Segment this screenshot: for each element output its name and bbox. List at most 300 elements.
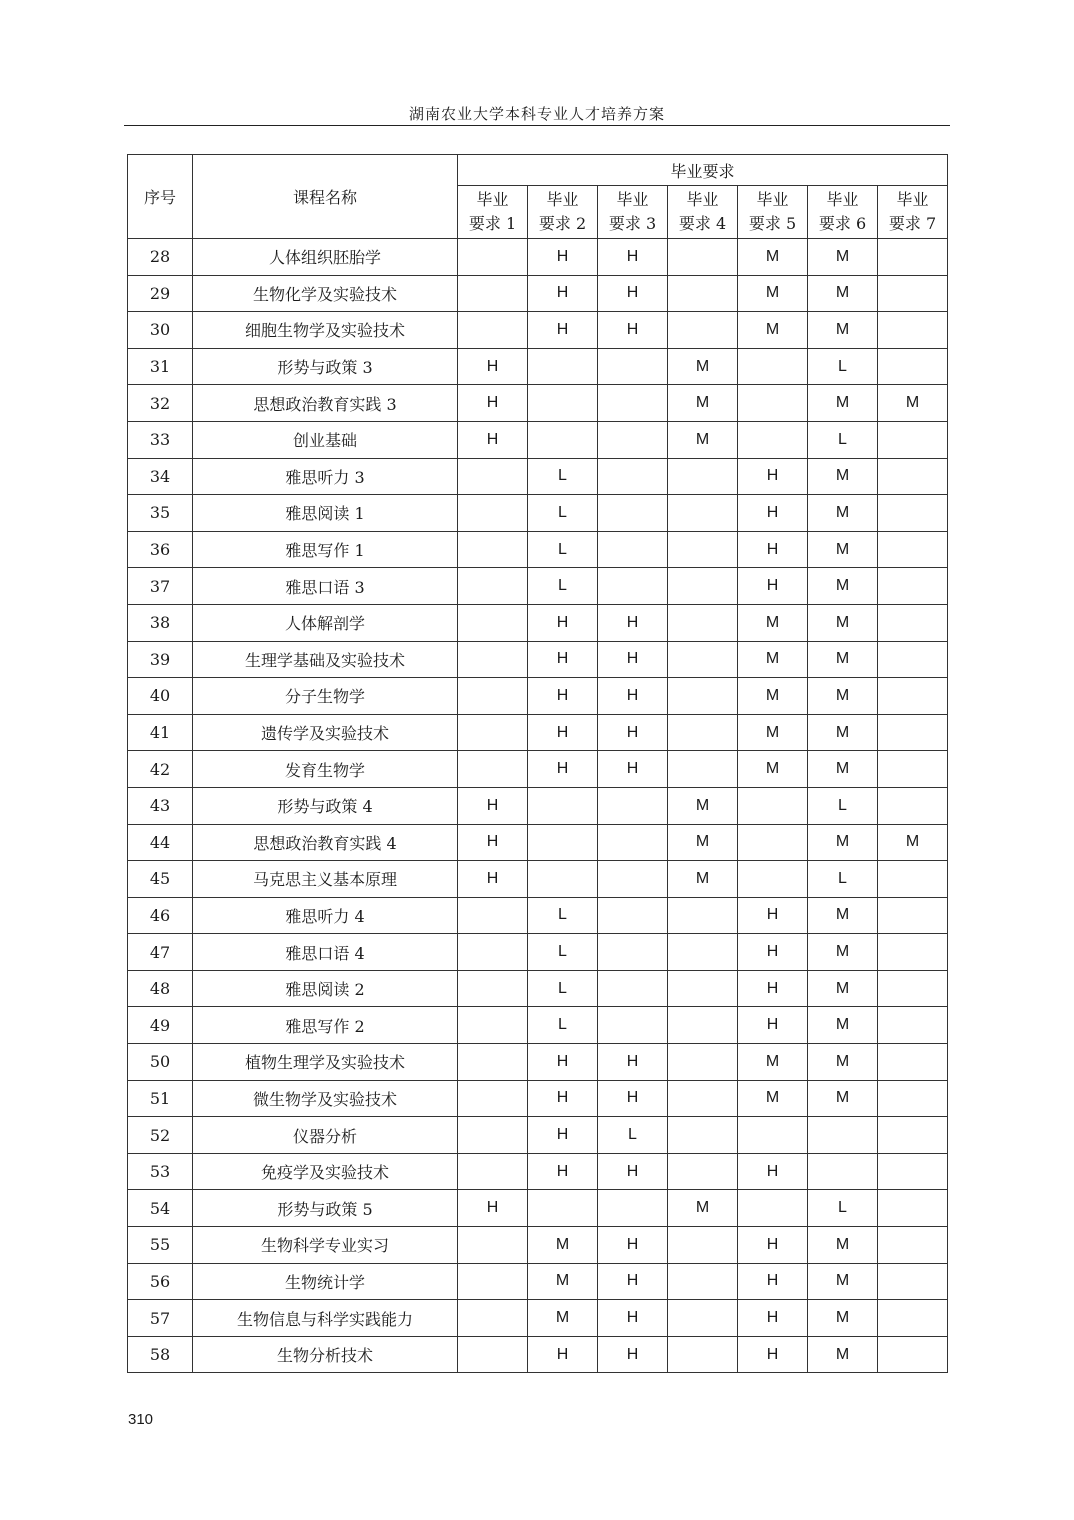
cell-requirement-1 [458,678,528,715]
cell-requirement-4 [668,897,738,934]
cell-requirement-5: H [738,1007,808,1044]
cell-seq: 28 [128,239,193,276]
cell-requirement-4 [668,1227,738,1264]
cell-seq: 41 [128,714,193,751]
cell-seq: 31 [128,348,193,385]
cell-seq: 43 [128,787,193,824]
cell-requirement-5: M [738,678,808,715]
table-row [128,568,948,605]
cell-requirement-5 [738,861,808,898]
requirement-label-line2: 要求 7 [888,214,937,233]
cell-requirement-1: H [458,348,528,385]
cell-requirement-3 [598,495,668,532]
cell-requirement-3: H [598,312,668,349]
cell-requirement-6: M [808,1080,878,1117]
cell-requirement-2 [528,861,598,898]
cell-seq: 40 [128,678,193,715]
cell-seq: 36 [128,531,193,568]
cell-requirement-5: M [738,1080,808,1117]
requirement-label-line1: 毕业 [896,190,929,209]
cell-requirement-2: L [528,897,598,934]
cell-course-name: 雅思阅读 1 [193,495,458,532]
requirement-label-line2: 要求 3 [608,214,657,233]
cell-seq: 39 [128,641,193,678]
cell-requirement-6: L [808,348,878,385]
cell-requirement-7 [878,787,948,824]
cell-requirement-2: L [528,495,598,532]
cell-requirement-6: L [808,787,878,824]
table-row [128,1080,948,1117]
table-row [128,531,948,568]
cell-requirement-3 [598,385,668,422]
cell-course-name: 形势与政策 4 [193,787,458,824]
cell-requirement-1 [458,1336,528,1373]
cell-requirement-3 [598,531,668,568]
cell-requirement-7 [878,934,948,971]
cell-requirement-4 [668,1044,738,1081]
cell-requirement-2: H [528,1044,598,1081]
cell-requirement-4 [668,1300,738,1337]
cell-requirement-1 [458,531,528,568]
cell-requirement-4: M [668,421,738,458]
cell-course-name: 形势与政策 5 [193,1190,458,1227]
cell-requirement-1 [458,495,528,532]
cell-requirement-7 [878,1080,948,1117]
cell-requirement-2: M [528,1263,598,1300]
table-row [128,1007,948,1044]
requirement-label-line2: 要求 5 [748,214,797,233]
cell-requirement-2: L [528,458,598,495]
requirement-label-line2: 要求 1 [468,214,517,233]
cell-requirement-4 [668,568,738,605]
cell-course-name: 植物生理学及实验技术 [193,1044,458,1081]
table-row [128,1336,948,1373]
cell-requirement-2: H [528,239,598,276]
cell-requirement-7 [878,458,948,495]
cell-requirement-7 [878,1227,948,1264]
cell-requirement-3: H [598,714,668,751]
cell-requirement-4: M [668,861,738,898]
cell-requirement-2 [528,787,598,824]
cell-requirement-3 [598,1007,668,1044]
cell-requirement-3 [598,421,668,458]
cell-requirement-5: M [738,751,808,788]
table-row [128,604,948,641]
requirement-label-line1: 毕业 [616,190,649,209]
cell-requirement-5: H [738,1153,808,1190]
cell-requirement-2: H [528,604,598,641]
cell-requirement-1: H [458,787,528,824]
cell-seq: 55 [128,1227,193,1264]
cell-requirement-7 [878,641,948,678]
table-row [128,348,948,385]
cell-requirement-4 [668,275,738,312]
cell-requirement-4 [668,458,738,495]
cell-requirement-5 [738,824,808,861]
cell-requirement-1 [458,239,528,276]
cell-requirement-6: M [808,275,878,312]
cell-requirement-4: M [668,385,738,422]
cell-requirement-4 [668,604,738,641]
cell-requirement-4: M [668,1190,738,1227]
cell-requirement-6: M [808,458,878,495]
cell-requirement-3: H [598,1080,668,1117]
cell-requirement-1 [458,934,528,971]
cell-requirement-5 [738,385,808,422]
table-row [128,1300,948,1337]
cell-requirement-4 [668,1336,738,1373]
cell-requirement-4 [668,239,738,276]
cell-requirement-2: H [528,641,598,678]
cell-course-name: 雅思听力 3 [193,458,458,495]
cell-requirement-3: H [598,1263,668,1300]
cell-requirement-3: H [598,275,668,312]
table-row [128,861,948,898]
cell-requirement-7 [878,678,948,715]
table-row [128,312,948,349]
cell-requirement-3: H [598,1153,668,1190]
cell-requirement-2 [528,824,598,861]
cell-requirement-4 [668,1080,738,1117]
cell-requirement-5 [738,421,808,458]
cell-requirement-4 [668,934,738,971]
cell-requirement-1 [458,1080,528,1117]
cell-requirement-2: H [528,1336,598,1373]
cell-requirement-1 [458,312,528,349]
cell-requirement-7 [878,531,948,568]
cell-requirement-2 [528,385,598,422]
column-header-requirement-7 [878,186,948,239]
requirements-matrix-table [127,154,948,1373]
cell-requirement-6: L [808,421,878,458]
cell-requirement-7 [878,861,948,898]
page-number: 310 [128,1411,154,1428]
cell-requirement-3 [598,934,668,971]
cell-requirement-3: H [598,239,668,276]
cell-requirement-1 [458,275,528,312]
cell-course-name: 遗传学及实验技术 [193,714,458,751]
cell-requirement-5: H [738,568,808,605]
cell-requirement-7 [878,1263,948,1300]
cell-requirement-3 [598,458,668,495]
cell-course-name: 仪器分析 [193,1117,458,1154]
cell-requirement-7 [878,1336,948,1373]
cell-course-name: 形势与政策 3 [193,348,458,385]
cell-requirement-6: M [808,970,878,1007]
cell-requirement-3 [598,1190,668,1227]
cell-requirement-4 [668,751,738,788]
cell-course-name: 人体组织胚胎学 [193,239,458,276]
cell-requirement-2: H [528,1153,598,1190]
cell-requirement-2: L [528,1007,598,1044]
cell-requirement-6: M [808,678,878,715]
cell-requirement-5: M [738,239,808,276]
cell-requirement-2: L [528,568,598,605]
cell-requirement-6: M [808,751,878,788]
cell-requirement-7 [878,495,948,532]
cell-requirement-1 [458,1227,528,1264]
cell-requirement-4 [668,495,738,532]
cell-course-name: 雅思阅读 2 [193,970,458,1007]
cell-requirement-1 [458,458,528,495]
table-row [128,714,948,751]
column-header-course: 课程名称 [193,155,458,239]
cell-requirement-7 [878,751,948,788]
cell-requirement-6: M [808,1336,878,1373]
cell-requirement-4 [668,531,738,568]
cell-requirement-6: M [808,641,878,678]
cell-requirement-1 [458,1300,528,1337]
cell-requirement-2: M [528,1300,598,1337]
cell-course-name: 雅思写作 1 [193,531,458,568]
table-row [128,641,948,678]
cell-requirement-3: H [598,751,668,788]
cell-seq: 49 [128,1007,193,1044]
cell-course-name: 生理学基础及实验技术 [193,641,458,678]
cell-course-name: 生物科学专业实习 [193,1227,458,1264]
cell-requirement-2 [528,1190,598,1227]
cell-seq: 45 [128,861,193,898]
cell-seq: 29 [128,275,193,312]
cell-requirement-1: H [458,824,528,861]
cell-requirement-5: H [738,1227,808,1264]
cell-requirement-6: M [808,1227,878,1264]
cell-requirement-2: M [528,1227,598,1264]
cell-requirement-3 [598,568,668,605]
cell-requirement-1 [458,568,528,605]
table-row [128,1263,948,1300]
cell-requirement-2: L [528,531,598,568]
cell-requirement-7 [878,348,948,385]
cell-requirement-5: H [738,934,808,971]
cell-seq: 56 [128,1263,193,1300]
cell-requirement-1 [458,1117,528,1154]
cell-requirement-3: H [598,1227,668,1264]
cell-requirement-3: H [598,1336,668,1373]
cell-requirement-3: H [598,1300,668,1337]
cell-requirement-3: H [598,678,668,715]
table-row [128,275,948,312]
cell-requirement-5: H [738,970,808,1007]
cell-requirement-5: H [738,1300,808,1337]
cell-seq: 42 [128,751,193,788]
cell-requirement-7 [878,421,948,458]
cell-requirement-4 [668,1153,738,1190]
cell-requirement-6: M [808,531,878,568]
cell-course-name: 细胞生物学及实验技术 [193,312,458,349]
cell-requirement-3 [598,970,668,1007]
cell-requirement-5: M [738,275,808,312]
cell-requirement-1: H [458,421,528,458]
cell-requirement-6 [808,1117,878,1154]
cell-course-name: 雅思口语 4 [193,934,458,971]
cell-requirement-5 [738,348,808,385]
requirement-label-line1: 毕业 [756,190,789,209]
cell-course-name: 人体解剖学 [193,604,458,641]
cell-requirement-1 [458,970,528,1007]
cell-requirement-6: M [808,568,878,605]
cell-requirement-4 [668,312,738,349]
table-row [128,495,948,532]
column-header-requirement-1 [458,186,528,239]
cell-requirement-3 [598,861,668,898]
cell-requirement-3 [598,897,668,934]
cell-seq: 35 [128,495,193,532]
cell-requirement-6: M [808,239,878,276]
cell-requirement-6: M [808,1263,878,1300]
cell-requirement-2: L [528,970,598,1007]
cell-requirement-1 [458,641,528,678]
cell-requirement-5 [738,1117,808,1154]
cell-requirement-3 [598,787,668,824]
cell-course-name: 思想政治教育实践 3 [193,385,458,422]
cell-requirement-2: H [528,312,598,349]
requirement-label-line1: 毕业 [476,190,509,209]
table-row [128,824,948,861]
cell-requirement-6: M [808,604,878,641]
cell-requirement-7 [878,1044,948,1081]
cell-seq: 50 [128,1044,193,1081]
cell-seq: 58 [128,1336,193,1373]
cell-requirement-6: M [808,312,878,349]
cell-requirement-1 [458,1044,528,1081]
cell-requirement-7 [878,604,948,641]
cell-requirement-3 [598,348,668,385]
cell-requirement-4 [668,1007,738,1044]
cell-requirement-7 [878,1153,948,1190]
cell-requirement-5: M [738,1044,808,1081]
cell-requirement-3: H [598,604,668,641]
cell-requirement-3 [598,824,668,861]
table-row [128,897,948,934]
cell-requirement-6: M [808,1007,878,1044]
cell-requirement-6: M [808,824,878,861]
cell-requirement-3: H [598,641,668,678]
cell-requirement-6: M [808,934,878,971]
cell-requirement-1 [458,714,528,751]
cell-requirement-1 [458,751,528,788]
cell-requirement-2: H [528,714,598,751]
table-row [128,239,948,276]
table-row [128,421,948,458]
column-header-seq: 序号 [128,155,193,239]
cell-requirement-4 [668,1117,738,1154]
cell-requirement-5: H [738,531,808,568]
cell-requirement-2: H [528,678,598,715]
cell-seq: 37 [128,568,193,605]
column-group-header-requirements: 毕业要求 [458,155,948,186]
cell-requirement-4: M [668,824,738,861]
cell-requirement-7 [878,239,948,276]
cell-seq: 57 [128,1300,193,1337]
cell-course-name: 生物化学及实验技术 [193,275,458,312]
cell-requirement-7 [878,714,948,751]
cell-requirement-1 [458,1153,528,1190]
cell-requirement-5: H [738,1263,808,1300]
cell-requirement-1 [458,604,528,641]
cell-requirement-7 [878,1117,948,1154]
cell-course-name: 免疫学及实验技术 [193,1153,458,1190]
cell-requirement-7 [878,312,948,349]
cell-requirement-7: M [878,385,948,422]
requirement-label-line1: 毕业 [826,190,859,209]
table-row [128,1153,948,1190]
cell-requirement-5 [738,787,808,824]
cell-requirement-4 [668,641,738,678]
cell-requirement-7 [878,1190,948,1227]
cell-requirement-1 [458,1007,528,1044]
cell-seq: 54 [128,1190,193,1227]
cell-requirement-2: H [528,1117,598,1154]
cell-course-name: 微生物学及实验技术 [193,1080,458,1117]
cell-requirement-6 [808,1153,878,1190]
cell-course-name: 雅思听力 4 [193,897,458,934]
cell-requirement-6: L [808,861,878,898]
requirement-label-line1: 毕业 [546,190,579,209]
column-header-requirement-5 [738,186,808,239]
requirement-label-line2: 要求 6 [818,214,867,233]
cell-requirement-2 [528,421,598,458]
cell-requirement-5: M [738,641,808,678]
table-row [128,458,948,495]
cell-seq: 44 [128,824,193,861]
table-row [128,1227,948,1264]
table-row [128,1117,948,1154]
cell-requirement-6: M [808,495,878,532]
cell-requirement-6: L [808,1190,878,1227]
cell-requirement-3: L [598,1117,668,1154]
cell-course-name: 生物信息与科学实践能力 [193,1300,458,1337]
cell-requirement-2: H [528,751,598,788]
cell-seq: 32 [128,385,193,422]
table-row [128,1044,948,1081]
cell-requirement-5 [738,1190,808,1227]
page-running-header: 湖南农业大学本科专业人才培养方案 [408,105,665,123]
cell-requirement-6: M [808,385,878,422]
cell-course-name: 雅思写作 2 [193,1007,458,1044]
cell-seq: 47 [128,934,193,971]
cell-requirement-4 [668,678,738,715]
cell-requirement-4 [668,714,738,751]
cell-requirement-6: M [808,1044,878,1081]
cell-requirement-5: M [738,312,808,349]
column-header-requirement-2 [528,186,598,239]
cell-requirement-7 [878,1300,948,1337]
cell-requirement-3: H [598,1044,668,1081]
cell-requirement-5: M [738,604,808,641]
column-header-requirement-6 [808,186,878,239]
column-header-requirement-3 [598,186,668,239]
cell-course-name: 分子生物学 [193,678,458,715]
cell-seq: 53 [128,1153,193,1190]
requirement-label-line2: 要求 2 [538,214,587,233]
requirement-label-line1: 毕业 [686,190,719,209]
cell-seq: 30 [128,312,193,349]
cell-requirement-7 [878,1007,948,1044]
cell-requirement-2: H [528,1080,598,1117]
cell-requirement-4 [668,1263,738,1300]
cell-course-name: 思想政治教育实践 4 [193,824,458,861]
cell-requirement-7 [878,568,948,605]
header-rule [124,125,950,126]
cell-requirement-1 [458,897,528,934]
cell-seq: 34 [128,458,193,495]
table-row [128,751,948,788]
cell-seq: 46 [128,897,193,934]
cell-requirement-5: H [738,897,808,934]
cell-requirement-7 [878,897,948,934]
table-row [128,970,948,1007]
